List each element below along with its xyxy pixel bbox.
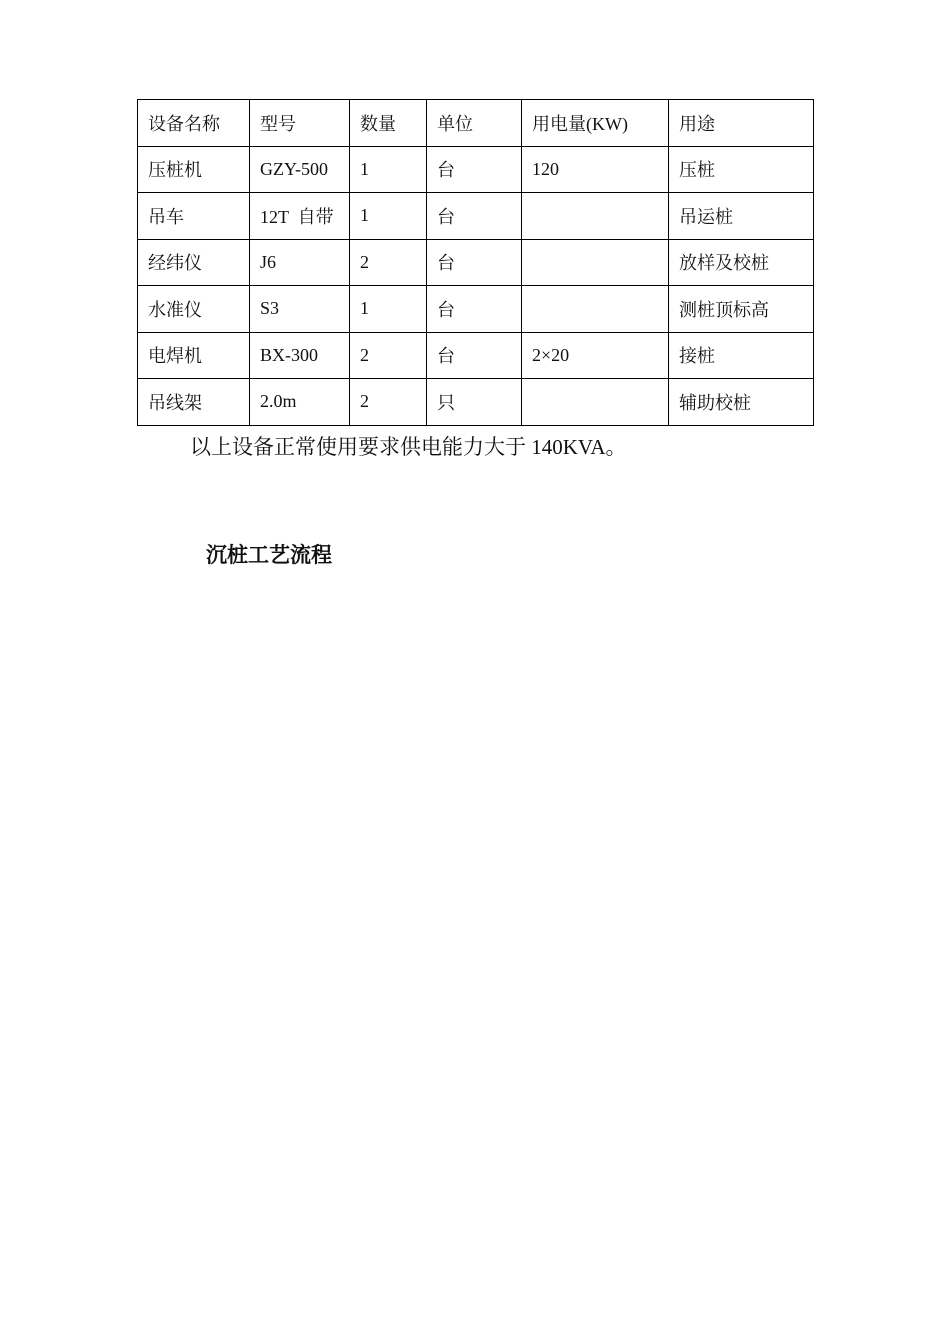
table-cell: 2 (350, 239, 427, 286)
equipment-table (137, 99, 814, 426)
table-cell (522, 286, 669, 333)
table-cell: 1 (350, 193, 427, 240)
table-cell: 2 (350, 332, 427, 379)
table-cell (522, 379, 669, 426)
table-cell: 台 (427, 193, 522, 240)
table-cell: 台 (427, 146, 522, 193)
table-cell: 1 (350, 146, 427, 193)
table-cell: 放样及校桩 (669, 239, 814, 286)
table-cell: GZY-500 (250, 146, 350, 193)
table-cell: S3 (250, 286, 350, 333)
header-cell-power: 用电量(KW) (522, 100, 669, 147)
table-cell: J6 (250, 239, 350, 286)
table-cell: 2.0m (250, 379, 350, 426)
table-cell: 台 (427, 286, 522, 333)
header-cell-model: 型号 (250, 100, 350, 147)
table-cell: 台 (427, 239, 522, 286)
table-cell: 测桩顶标高 (669, 286, 814, 333)
power-supply-note: 以上设备正常使用要求供电能力大于 140KVA。 (190, 435, 627, 459)
table-row (138, 286, 814, 333)
table-row (138, 239, 814, 286)
table-cell: 压桩 (669, 146, 814, 193)
table-cell: 吊线架 (138, 379, 250, 426)
table-cell: 辅助校桩 (669, 379, 814, 426)
table-cell: 2×20 (522, 332, 669, 379)
table-header-row (138, 100, 814, 147)
header-cell-purpose: 用途 (669, 100, 814, 147)
table-cell: 吊车 (138, 193, 250, 240)
table-cell: 水准仪 (138, 286, 250, 333)
section-heading: 沉桩工艺流程 (206, 543, 332, 567)
table-cell: 台 (427, 332, 522, 379)
table-cell (522, 193, 669, 240)
header-cell-quantity: 数量 (350, 100, 427, 147)
table-cell: 接桩 (669, 332, 814, 379)
table-cell: BX-300 (250, 332, 350, 379)
table-cell (522, 239, 669, 286)
table-cell: 12T 自带 (250, 193, 350, 240)
table-cell: 120 (522, 146, 669, 193)
table-cell: 1 (350, 286, 427, 333)
table-row (138, 193, 814, 240)
table-cell: 经纬仪 (138, 239, 250, 286)
header-cell-name: 设备名称 (138, 100, 250, 147)
table-row (138, 332, 814, 379)
table-cell: 2 (350, 379, 427, 426)
table-row (138, 379, 814, 426)
table-cell: 吊运桩 (669, 193, 814, 240)
table-cell: 电焊机 (138, 332, 250, 379)
table-cell: 只 (427, 379, 522, 426)
table-cell: 压桩机 (138, 146, 250, 193)
header-cell-unit: 单位 (427, 100, 522, 147)
table-row (138, 146, 814, 193)
